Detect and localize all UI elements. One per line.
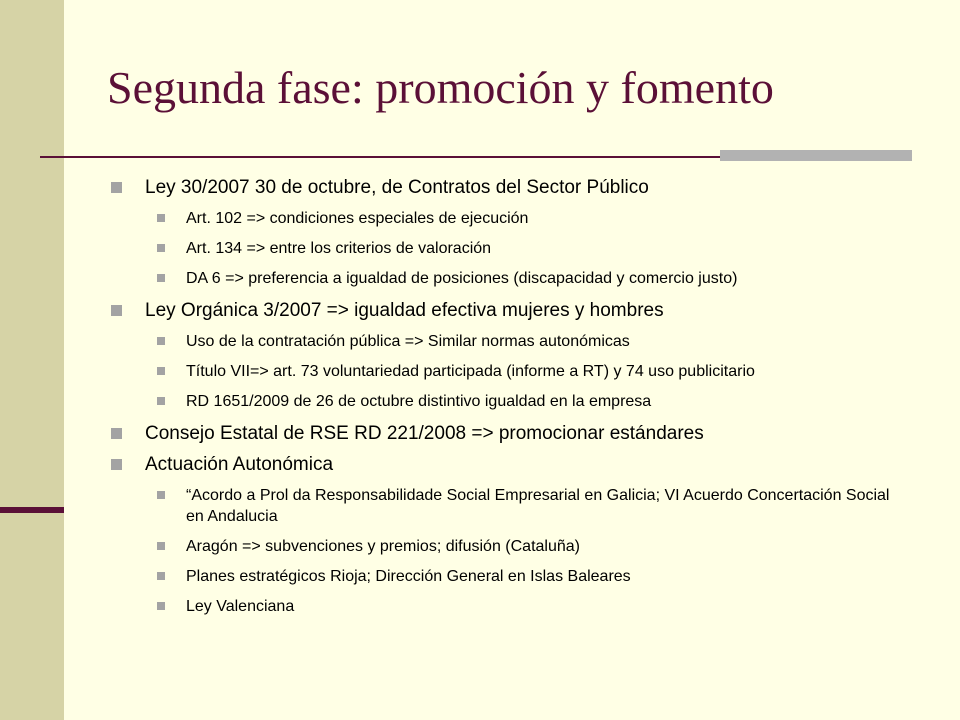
sub-bullet-text: Planes estratégicos Rioja; Dirección General en Islas Baleares bbox=[186, 568, 631, 585]
square-bullet-icon bbox=[111, 305, 122, 316]
square-bullet-icon bbox=[157, 337, 165, 345]
sub-bullet-item bbox=[107, 208, 907, 229]
slide-title: Segunda fase: promoción y fomento bbox=[107, 62, 774, 113]
sub-bullet-item bbox=[107, 331, 907, 352]
sub-bullet-item bbox=[107, 361, 907, 382]
bullet-text: Ley 30/2007 30 de octubre, de Contratos del Sector Público bbox=[145, 177, 649, 198]
left-decorative-band bbox=[0, 0, 64, 720]
bullet-item bbox=[107, 453, 907, 476]
sub-bullet-text: Art. 134 => entre los criterios de valoración bbox=[186, 240, 492, 257]
sub-bullet-text: Art. 102 => condiciones especiales de ejecución bbox=[186, 210, 529, 227]
sub-bullet-item bbox=[107, 566, 907, 587]
square-bullet-icon bbox=[157, 602, 165, 610]
square-bullet-icon bbox=[157, 542, 165, 550]
sub-bullet-item bbox=[107, 536, 907, 557]
square-bullet-icon bbox=[157, 397, 165, 405]
square-bullet-icon bbox=[157, 214, 165, 222]
sub-bullet-text: Título VII=> art. 73 voluntariedad participada (informe a RT) y 74 uso publicitario bbox=[186, 363, 755, 380]
left-band-accent-bar bbox=[0, 507, 64, 513]
square-bullet-icon bbox=[157, 491, 165, 499]
square-bullet-icon bbox=[111, 459, 122, 470]
bullet-text: Ley Orgánica 3/2007 => igualdad efectiva mujeres y hombres bbox=[145, 300, 664, 321]
sub-bullet-item bbox=[107, 268, 907, 289]
bullet-text: Actuación Autonómica bbox=[145, 454, 334, 475]
title-underline-rule bbox=[40, 156, 725, 158]
square-bullet-icon bbox=[157, 274, 165, 282]
square-bullet-icon bbox=[157, 244, 165, 252]
sub-bullet-text: Aragón => subvenciones y premios; difusión (Cataluña) bbox=[186, 538, 580, 555]
square-bullet-icon bbox=[111, 182, 122, 193]
bullet-item bbox=[107, 299, 907, 322]
bullet-item bbox=[107, 422, 907, 445]
title-accent-grey-bar bbox=[720, 150, 912, 161]
sub-bullet-item bbox=[107, 485, 907, 527]
sub-bullet-item bbox=[107, 596, 907, 617]
sub-bullet-item bbox=[107, 391, 907, 412]
square-bullet-icon bbox=[111, 428, 122, 439]
sub-bullet-text: DA 6 => preferencia a igualdad de posiciones (discapacidad y comercio justo) bbox=[186, 270, 738, 287]
bullet-item bbox=[107, 176, 907, 199]
square-bullet-icon bbox=[157, 572, 165, 580]
sub-bullet-text: RD 1651/2009 de 26 de octubre distintivo igualdad en la empresa bbox=[186, 393, 652, 410]
sub-bullet-text: Uso de la contratación pública => Similar normas autonómicas bbox=[186, 333, 630, 350]
bullet-list bbox=[107, 176, 907, 617]
sub-bullet-text: Ley Valenciana bbox=[186, 598, 295, 615]
sub-bullet-text: “Acordo a Prol da Responsabilidade Social Empresarial en Galicia; VI Acuerdo Concertación Social en Andalucia bbox=[186, 487, 890, 525]
square-bullet-icon bbox=[157, 367, 165, 375]
sub-bullet-item bbox=[107, 238, 907, 259]
bullet-text: Consejo Estatal de RSE RD 221/2008 => promocionar estándares bbox=[145, 423, 704, 444]
